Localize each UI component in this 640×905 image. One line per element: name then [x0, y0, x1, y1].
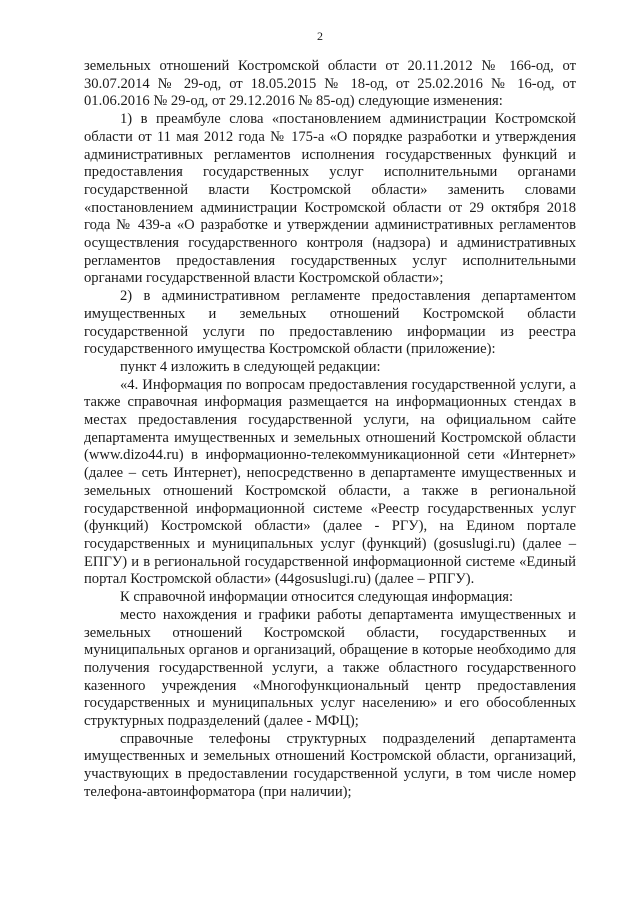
paragraph-reference-info-heading: К справочной информации относится следующая информация:	[120, 589, 514, 606]
paragraph-item-1-preamble: 1) в преамбуле слова «постановлением администрации Костромской области от 11 мая 2012 года № 175-а «О порядке разработки и утверждения административных регламентов исполнения государственных функций и предоставления государственных услуг исполнительными органами государственной власти Костромской области» заменить словами «постановлением администрации Костромской области от 29 октября 2018 года № 439-а «О разработке и утверждении административных регламентов осуществления государственного контроля (надзора) и административных регламентов предоставления государственных услуг исполнительными органами государственной власти Костромской области»;	[84, 111, 576, 287]
paragraph-location-schedules: место нахождения и графики работы департамента имущественных и земельных отношений Костромской области, государственных и муниципальных органов и организаций, обращение в которые необходимо для получения государственной услуги, а также областного государственного казенного учреждения «Многофункциональный центр предоставления государственных и муниципальных услуг населению» и его обособленных структурных подразделений (далее - МФЦ);	[84, 606, 576, 730]
paragraph-point-4-instruction: пункт 4 изложить в следующей редакции:	[120, 358, 381, 375]
paragraph-intro-continuation: земельных отношений Костромской области от 20.11.2012 № 166-од, от 30.07.2014 № 29-од, от 18.05.2015 № 18-од, от 25.02.2016 № 16-од, от 01.06.2016 № 29-од, от 29.12.2016 № 85-од) следующие изменения:	[84, 58, 576, 110]
paragraph-reference-phones: справочные телефоны структурных подразделений департамента имущественных и земельных отношений Костромской области, организаций, участвующих в предоставлении государственной услуги, в том числе номер телефона-автоинформатора (при наличии);	[84, 730, 576, 800]
page-number: 2	[317, 29, 323, 43]
document-body	[84, 58, 576, 802]
paragraph-item-2-regulation: 2) в административном регламенте предоставления департаментом имущественных и земельных отношений Костромской области государственной услуги по предоставлению информации из реестра государственного имущества Костромской области (приложение):	[84, 288, 576, 358]
paragraph-point-4-text: «4. Информация по вопросам предоставления государственной услуги, а также справочная информация размещается на информационных стендах в местах предоставления государственной услуги, на официальном сайте департамента имущественных и земельных отношений Костромской области (www.dizo44.ru) в информационно-телекоммуникационной сети «Интернет» (далее – сеть Интернет), непосредственно в департаменте имущественных и земельных отношений Костромской области, а также в региональной государственной информационной системе «Реестр государственных услуг (функций) Костромской области» (далее - РГУ), на Едином портале государственных и муниципальных услуг (функций) (gosuslugi.ru) (далее – ЕПГУ) и в региональной государственной информационной системе «Единый портал Костромской области» (44gosuslugi.ru) (далее – РПГУ).	[84, 376, 576, 588]
